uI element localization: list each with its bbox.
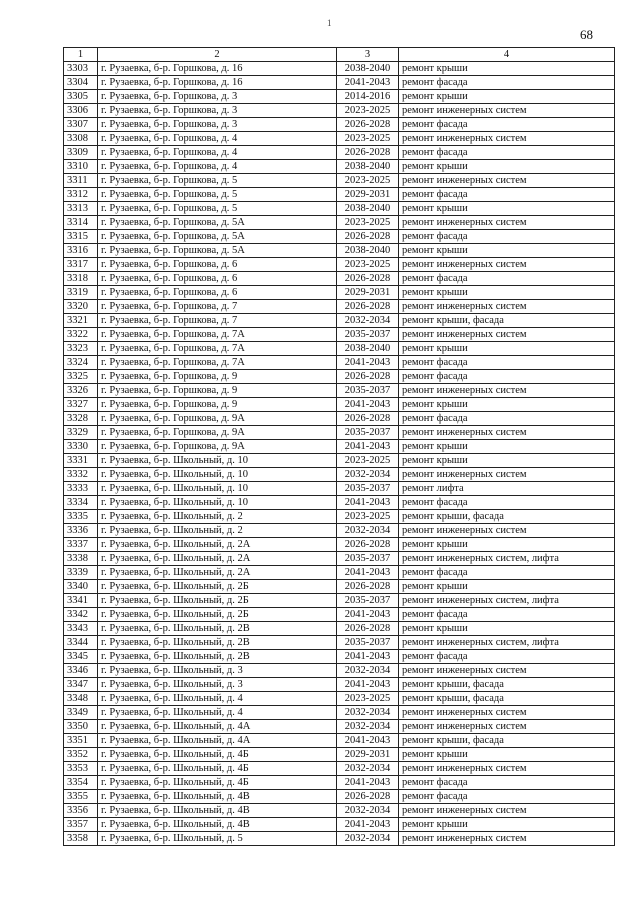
work-type-cell: ремонт крыши, фасада — [399, 314, 615, 328]
table-row — [64, 524, 615, 538]
period-cell: 2032-2034 — [337, 832, 399, 846]
period-cell: 2035-2037 — [337, 482, 399, 496]
period-cell: 2041-2043 — [337, 678, 399, 692]
period-cell: 2023-2025 — [337, 104, 399, 118]
period-cell: 2032-2034 — [337, 664, 399, 678]
table-row — [64, 496, 615, 510]
period-cell: 2032-2034 — [337, 706, 399, 720]
period-cell: 2041-2043 — [337, 818, 399, 832]
row-number-cell: 3352 — [64, 748, 98, 762]
row-number-cell: 3357 — [64, 818, 98, 832]
address-cell: г. Рузаевка, б-р. Горшкова, д. 5А — [98, 244, 337, 258]
row-number-cell: 3343 — [64, 622, 98, 636]
address-cell: г. Рузаевка, б-р. Школьный, д. 10 — [98, 496, 337, 510]
table-row — [64, 454, 615, 468]
work-type-cell: ремонт фасада — [399, 608, 615, 622]
work-type-cell: ремонт инженерных систем — [399, 706, 615, 720]
row-number-cell: 3312 — [64, 188, 98, 202]
table-row — [64, 426, 615, 440]
period-cell: 2038-2040 — [337, 342, 399, 356]
work-type-cell: ремонт инженерных систем — [399, 300, 615, 314]
period-cell: 2023-2025 — [337, 454, 399, 468]
row-number-cell: 3342 — [64, 608, 98, 622]
period-cell: 2041-2043 — [337, 398, 399, 412]
period-cell: 2032-2034 — [337, 314, 399, 328]
table-row — [64, 748, 615, 762]
address-cell: г. Рузаевка, б-р. Горшкова, д. 7А — [98, 342, 337, 356]
row-number-cell: 3330 — [64, 440, 98, 454]
table-row — [64, 706, 615, 720]
period-cell: 2035-2037 — [337, 636, 399, 650]
table-row — [64, 272, 615, 286]
work-type-cell: ремонт фасада — [399, 356, 615, 370]
row-number-cell: 3347 — [64, 678, 98, 692]
row-number-cell: 3324 — [64, 356, 98, 370]
row-number-cell: 3332 — [64, 468, 98, 482]
work-type-cell: ремонт крыши — [399, 286, 615, 300]
period-cell: 2032-2034 — [337, 720, 399, 734]
address-cell: г. Рузаевка, б-р. Горшкова, д. 9 — [98, 370, 337, 384]
period-cell: 2026-2028 — [337, 538, 399, 552]
work-type-cell: ремонт крыши — [399, 398, 615, 412]
table-row — [64, 636, 615, 650]
row-number-cell: 3358 — [64, 832, 98, 846]
work-type-cell: ремонт инженерных систем — [399, 174, 615, 188]
period-cell: 2032-2034 — [337, 468, 399, 482]
work-type-cell: ремонт крыши — [399, 440, 615, 454]
work-type-cell: ремонт инженерных систем, лифта — [399, 594, 615, 608]
top-mark: 1 — [327, 18, 332, 28]
period-cell: 2041-2043 — [337, 356, 399, 370]
period-cell: 2023-2025 — [337, 510, 399, 524]
period-cell: 2023-2025 — [337, 258, 399, 272]
row-number-cell: 3310 — [64, 160, 98, 174]
work-type-cell: ремонт инженерных систем — [399, 258, 615, 272]
table-row — [64, 664, 615, 678]
period-cell: 2032-2034 — [337, 762, 399, 776]
period-cell: 2041-2043 — [337, 496, 399, 510]
period-cell: 2038-2040 — [337, 62, 399, 76]
address-cell: г. Рузаевка, б-р. Горшкова, д. 9А — [98, 440, 337, 454]
table-row — [64, 342, 615, 356]
work-type-cell: ремонт крыши — [399, 818, 615, 832]
work-type-cell: ремонт крыши — [399, 202, 615, 216]
work-type-cell: ремонт крыши — [399, 244, 615, 258]
table-row — [64, 538, 615, 552]
address-cell: г. Рузаевка, б-р. Школьный, д. 4В — [98, 818, 337, 832]
row-number-cell: 3337 — [64, 538, 98, 552]
work-type-cell: ремонт фасада — [399, 146, 615, 160]
table-row — [64, 804, 615, 818]
table-row — [64, 356, 615, 370]
header-cell-address: 2 — [98, 48, 337, 62]
period-cell: 2038-2040 — [337, 160, 399, 174]
address-cell: г. Рузаевка, б-р. Школьный, д. 4В — [98, 790, 337, 804]
table-row — [64, 762, 615, 776]
period-cell: 2026-2028 — [337, 272, 399, 286]
address-cell: г. Рузаевка, б-р. Школьный, д. 4Б — [98, 762, 337, 776]
row-number-cell: 3338 — [64, 552, 98, 566]
row-number-cell: 3339 — [64, 566, 98, 580]
work-type-cell: ремонт инженерных систем, лифта — [399, 636, 615, 650]
period-cell: 2026-2028 — [337, 300, 399, 314]
address-cell: г. Рузаевка, б-р. Школьный, д. 2А — [98, 552, 337, 566]
table-row — [64, 678, 615, 692]
table-row — [64, 90, 615, 104]
row-number-cell: 3307 — [64, 118, 98, 132]
address-cell: г. Рузаевка, б-р. Горшкова, д. 7А — [98, 356, 337, 370]
table-row — [64, 482, 615, 496]
period-cell: 2041-2043 — [337, 76, 399, 90]
work-type-cell: ремонт инженерных систем — [399, 720, 615, 734]
address-cell: г. Рузаевка, б-р. Горшкова, д. 7 — [98, 314, 337, 328]
row-number-cell: 3314 — [64, 216, 98, 230]
period-cell: 2023-2025 — [337, 174, 399, 188]
row-number-cell: 3331 — [64, 454, 98, 468]
table-row — [64, 594, 615, 608]
work-type-cell: ремонт крыши, фасада — [399, 510, 615, 524]
row-number-cell: 3354 — [64, 776, 98, 790]
period-cell: 2035-2037 — [337, 426, 399, 440]
address-cell: г. Рузаевка, б-р. Горшкова, д. 5А — [98, 216, 337, 230]
address-cell: г. Рузаевка, б-р. Школьный, д. 2А — [98, 566, 337, 580]
address-cell: г. Рузаевка, б-р. Горшкова, д. 4 — [98, 132, 337, 146]
table-row — [64, 230, 615, 244]
work-type-cell: ремонт инженерных систем — [399, 216, 615, 230]
address-cell: г. Рузаевка, б-р. Горшкова, д. 9 — [98, 398, 337, 412]
repair-schedule-table — [63, 47, 615, 846]
work-type-cell: ремонт фасада — [399, 370, 615, 384]
address-cell: г. Рузаевка, б-р. Горшкова, д. 3 — [98, 90, 337, 104]
period-cell: 2023-2025 — [337, 132, 399, 146]
period-cell: 2023-2025 — [337, 216, 399, 230]
address-cell: г. Рузаевка, б-р. Школьный, д. 3 — [98, 678, 337, 692]
address-cell: г. Рузаевка, б-р. Школьный, д. 4А — [98, 720, 337, 734]
row-number-cell: 3353 — [64, 762, 98, 776]
table-row — [64, 160, 615, 174]
row-number-cell: 3340 — [64, 580, 98, 594]
address-cell: г. Рузаевка, б-р. Школьный, д. 5 — [98, 832, 337, 846]
address-cell: г. Рузаевка, б-р. Горшкова, д. 7А — [98, 328, 337, 342]
work-type-cell: ремонт крыши — [399, 622, 615, 636]
table-body — [64, 62, 615, 846]
row-number-cell: 3328 — [64, 412, 98, 426]
period-cell: 2041-2043 — [337, 440, 399, 454]
row-number-cell: 3321 — [64, 314, 98, 328]
table-row — [64, 314, 615, 328]
address-cell: г. Рузаевка, б-р. Горшкова, д. 16 — [98, 76, 337, 90]
table-row — [64, 76, 615, 90]
row-number-cell: 3315 — [64, 230, 98, 244]
row-number-cell: 3356 — [64, 804, 98, 818]
work-type-cell: ремонт фасада — [399, 76, 615, 90]
work-type-cell: ремонт фасада — [399, 230, 615, 244]
row-number-cell: 3345 — [64, 650, 98, 664]
row-number-cell: 3306 — [64, 104, 98, 118]
table-row — [64, 146, 615, 160]
table-row — [64, 790, 615, 804]
header-cell-work: 4 — [399, 48, 615, 62]
work-type-cell: ремонт фасада — [399, 790, 615, 804]
period-cell: 2029-2031 — [337, 748, 399, 762]
row-number-cell: 3333 — [64, 482, 98, 496]
address-cell: г. Рузаевка, б-р. Школьный, д. 2В — [98, 636, 337, 650]
period-cell: 2032-2034 — [337, 804, 399, 818]
period-cell: 2023-2025 — [337, 692, 399, 706]
row-number-cell: 3318 — [64, 272, 98, 286]
work-type-cell: ремонт инженерных систем — [399, 762, 615, 776]
work-type-cell: ремонт инженерных систем — [399, 664, 615, 678]
row-number-cell: 3313 — [64, 202, 98, 216]
table-row — [64, 776, 615, 790]
table-row — [64, 468, 615, 482]
period-cell: 2038-2040 — [337, 202, 399, 216]
table-row — [64, 300, 615, 314]
table-row — [64, 118, 615, 132]
row-number-cell: 3336 — [64, 524, 98, 538]
address-cell: г. Рузаевка, б-р. Горшкова, д. 9 — [98, 384, 337, 398]
address-cell: г. Рузаевка, б-р. Горшкова, д. 4 — [98, 146, 337, 160]
table-row — [64, 174, 615, 188]
period-cell: 2041-2043 — [337, 776, 399, 790]
work-type-cell: ремонт лифта — [399, 482, 615, 496]
work-type-cell: ремонт инженерных систем — [399, 328, 615, 342]
table-row — [64, 188, 615, 202]
period-cell: 2026-2028 — [337, 580, 399, 594]
row-number-cell: 3346 — [64, 664, 98, 678]
period-cell: 2038-2040 — [337, 244, 399, 258]
address-cell: г. Рузаевка, б-р. Горшкова, д. 5А — [98, 230, 337, 244]
address-cell: г. Рузаевка, б-р. Школьный, д. 2Б — [98, 608, 337, 622]
table-row — [64, 510, 615, 524]
period-cell: 2026-2028 — [337, 146, 399, 160]
work-type-cell: ремонт инженерных систем — [399, 804, 615, 818]
address-cell: г. Рузаевка, б-р. Горшкова, д. 3 — [98, 118, 337, 132]
row-number-cell: 3344 — [64, 636, 98, 650]
period-cell: 2035-2037 — [337, 328, 399, 342]
period-cell: 2041-2043 — [337, 734, 399, 748]
address-cell: г. Рузаевка, б-р. Школьный, д. 10 — [98, 468, 337, 482]
row-number-cell: 3335 — [64, 510, 98, 524]
row-number-cell: 3327 — [64, 398, 98, 412]
address-cell: г. Рузаевка, б-р. Школьный, д. 4 — [98, 692, 337, 706]
table-row — [64, 62, 615, 76]
table-row — [64, 832, 615, 846]
table-row — [64, 384, 615, 398]
address-cell: г. Рузаевка, б-р. Школьный, д. 10 — [98, 454, 337, 468]
row-number-cell: 3305 — [64, 90, 98, 104]
work-type-cell: ремонт крыши — [399, 90, 615, 104]
work-type-cell: ремонт крыши — [399, 62, 615, 76]
row-number-cell: 3304 — [64, 76, 98, 90]
address-cell: г. Рузаевка, б-р. Горшкова, д. 7 — [98, 300, 337, 314]
period-cell: 2041-2043 — [337, 566, 399, 580]
address-cell: г. Рузаевка, б-р. Школьный, д. 2В — [98, 650, 337, 664]
work-type-cell: ремонт фасада — [399, 776, 615, 790]
work-type-cell: ремонт инженерных систем — [399, 104, 615, 118]
work-type-cell: ремонт инженерных систем — [399, 832, 615, 846]
address-cell: г. Рузаевка, б-р. Школьный, д. 4 — [98, 706, 337, 720]
work-type-cell: ремонт крыши — [399, 160, 615, 174]
table-row — [64, 622, 615, 636]
work-type-cell: ремонт фасада — [399, 412, 615, 426]
period-cell: 2035-2037 — [337, 594, 399, 608]
row-number-cell: 3308 — [64, 132, 98, 146]
table-row — [64, 104, 615, 118]
table-row — [64, 132, 615, 146]
row-number-cell: 3317 — [64, 258, 98, 272]
table-row — [64, 580, 615, 594]
table-row — [64, 720, 615, 734]
table-row — [64, 202, 615, 216]
work-type-cell: ремонт инженерных систем — [399, 468, 615, 482]
address-cell: г. Рузаевка, б-р. Горшкова, д. 3 — [98, 104, 337, 118]
header-cell-number: 1 — [64, 48, 98, 62]
row-number-cell: 3350 — [64, 720, 98, 734]
work-type-cell: ремонт фасада — [399, 566, 615, 580]
table-row — [64, 818, 615, 832]
header-cell-period: 3 — [337, 48, 399, 62]
row-number-cell: 3316 — [64, 244, 98, 258]
work-type-cell: ремонт инженерных систем — [399, 132, 615, 146]
address-cell: г. Рузаевка, б-р. Школьный, д. 4Б — [98, 748, 337, 762]
header-row — [64, 48, 615, 62]
period-cell: 2029-2031 — [337, 188, 399, 202]
address-cell: г. Рузаевка, б-р. Школьный, д. 2Б — [98, 594, 337, 608]
row-number-cell: 3351 — [64, 734, 98, 748]
page-number: 68 — [580, 27, 593, 42]
address-cell: г. Рузаевка, б-р. Школьный, д. 2 — [98, 510, 337, 524]
table-row — [64, 370, 615, 384]
row-number-cell: 3323 — [64, 342, 98, 356]
work-type-cell: ремонт крыши — [399, 454, 615, 468]
table-row — [64, 328, 615, 342]
address-cell: г. Рузаевка, б-р. Школьный, д. 4В — [98, 804, 337, 818]
address-cell: г. Рузаевка, б-р. Горшкова, д. 4 — [98, 160, 337, 174]
period-cell: 2026-2028 — [337, 412, 399, 426]
table-row — [64, 286, 615, 300]
work-type-cell: ремонт крыши, фасада — [399, 692, 615, 706]
work-type-cell: ремонт крыши, фасада — [399, 678, 615, 692]
work-type-cell: ремонт инженерных систем — [399, 384, 615, 398]
period-cell: 2026-2028 — [337, 790, 399, 804]
address-cell: г. Рузаевка, б-р. Школьный, д. 2Б — [98, 580, 337, 594]
address-cell: г. Рузаевка, б-р. Горшкова, д. 5 — [98, 174, 337, 188]
address-cell: г. Рузаевка, б-р. Горшкова, д. 9А — [98, 426, 337, 440]
work-type-cell: ремонт крыши — [399, 748, 615, 762]
work-type-cell: ремонт крыши, фасада — [399, 734, 615, 748]
address-cell: г. Рузаевка, б-р. Горшкова, д. 9А — [98, 412, 337, 426]
row-number-cell: 3355 — [64, 790, 98, 804]
table-row — [64, 244, 615, 258]
table-row — [64, 692, 615, 706]
table-row — [64, 608, 615, 622]
period-cell: 2035-2037 — [337, 384, 399, 398]
period-cell: 2026-2028 — [337, 230, 399, 244]
work-type-cell: ремонт инженерных систем, лифта — [399, 552, 615, 566]
period-cell: 2032-2034 — [337, 524, 399, 538]
period-cell: 2026-2028 — [337, 370, 399, 384]
table-row — [64, 650, 615, 664]
address-cell: г. Рузаевка, б-р. Горшкова, д. 6 — [98, 258, 337, 272]
address-cell: г. Рузаевка, б-р. Школьный, д. 10 — [98, 482, 337, 496]
period-cell: 2029-2031 — [337, 286, 399, 300]
address-cell: г. Рузаевка, б-р. Горшкова, д. 5 — [98, 188, 337, 202]
work-type-cell: ремонт крыши — [399, 342, 615, 356]
table-row — [64, 566, 615, 580]
table-row — [64, 258, 615, 272]
work-type-cell: ремонт фасада — [399, 650, 615, 664]
row-number-cell: 3349 — [64, 706, 98, 720]
address-cell: г. Рузаевка, б-р. Школьный, д. 3 — [98, 664, 337, 678]
row-number-cell: 3322 — [64, 328, 98, 342]
table-row — [64, 552, 615, 566]
period-cell: 2026-2028 — [337, 622, 399, 636]
row-number-cell: 3311 — [64, 174, 98, 188]
period-cell: 2035-2037 — [337, 552, 399, 566]
row-number-cell: 3325 — [64, 370, 98, 384]
row-number-cell: 3309 — [64, 146, 98, 160]
address-cell: г. Рузаевка, б-р. Школьный, д. 2А — [98, 538, 337, 552]
row-number-cell: 3348 — [64, 692, 98, 706]
row-number-cell: 3320 — [64, 300, 98, 314]
period-cell: 2026-2028 — [337, 118, 399, 132]
address-cell: г. Рузаевка, б-р. Школьный, д. 2В — [98, 622, 337, 636]
table-row — [64, 440, 615, 454]
table-row — [64, 216, 615, 230]
row-number-cell: 3341 — [64, 594, 98, 608]
row-number-cell: 3319 — [64, 286, 98, 300]
work-type-cell: ремонт фасада — [399, 118, 615, 132]
address-cell: г. Рузаевка, б-р. Горшкова, д. 6 — [98, 272, 337, 286]
address-cell: г. Рузаевка, б-р. Горшкова, д. 6 — [98, 286, 337, 300]
work-type-cell: ремонт фасада — [399, 188, 615, 202]
period-cell: 2041-2043 — [337, 650, 399, 664]
table-row — [64, 398, 615, 412]
row-number-cell: 3303 — [64, 62, 98, 76]
address-cell: г. Рузаевка, б-р. Школьный, д. 4А — [98, 734, 337, 748]
work-type-cell: ремонт крыши — [399, 538, 615, 552]
address-cell: г. Рузаевка, б-р. Школьный, д. 2 — [98, 524, 337, 538]
work-type-cell: ремонт фасада — [399, 496, 615, 510]
row-number-cell: 3326 — [64, 384, 98, 398]
address-cell: г. Рузаевка, б-р. Школьный, д. 4Б — [98, 776, 337, 790]
work-type-cell: ремонт фасада — [399, 272, 615, 286]
period-cell: 2041-2043 — [337, 608, 399, 622]
address-cell: г. Рузаевка, б-р. Горшкова, д. 5 — [98, 202, 337, 216]
work-type-cell: ремонт инженерных систем — [399, 524, 615, 538]
row-number-cell: 3329 — [64, 426, 98, 440]
work-type-cell: ремонт инженерных систем — [399, 426, 615, 440]
table-row — [64, 734, 615, 748]
row-number-cell: 3334 — [64, 496, 98, 510]
table-row — [64, 412, 615, 426]
address-cell: г. Рузаевка, б-р. Горшкова, д. 16 — [98, 62, 337, 76]
period-cell: 2014-2016 — [337, 90, 399, 104]
work-type-cell: ремонт крыши — [399, 580, 615, 594]
